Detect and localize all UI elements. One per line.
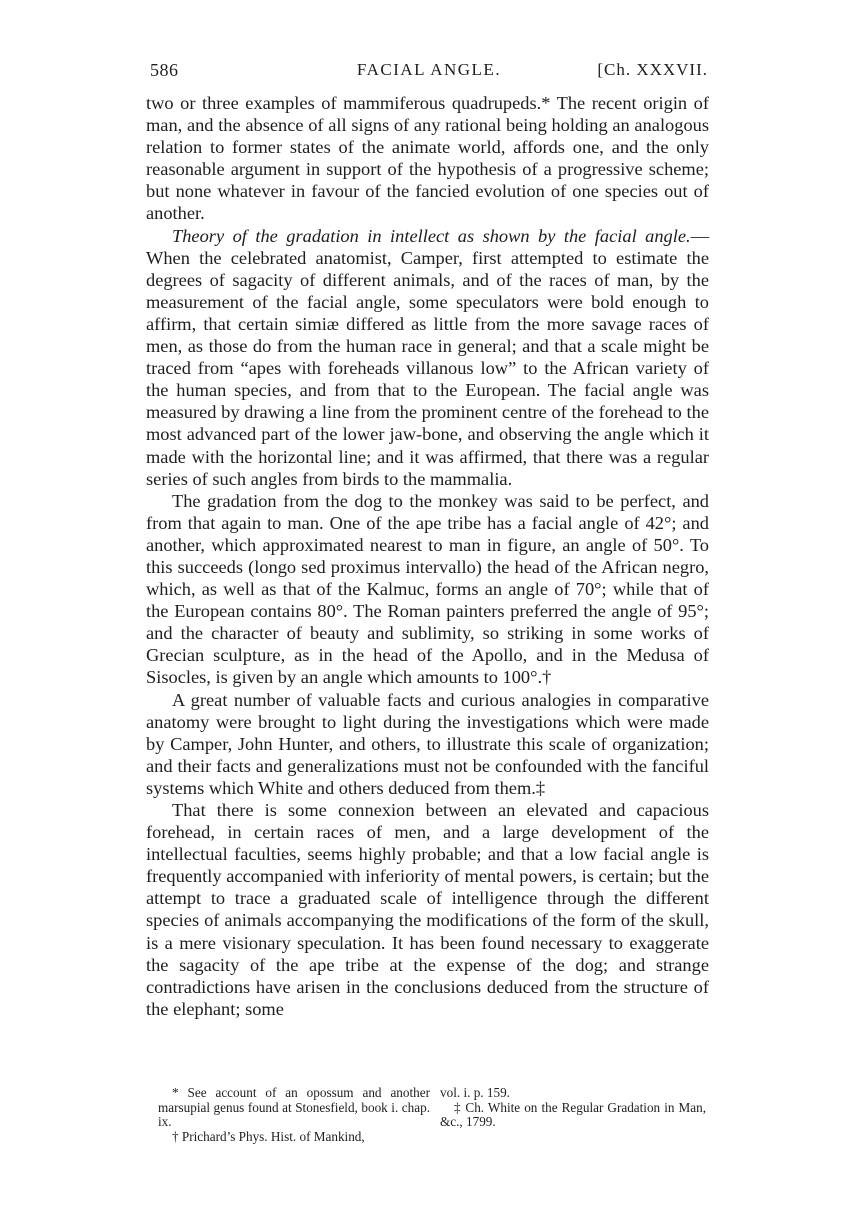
page-number: 586: [150, 60, 179, 80]
body-text: [146, 92, 709, 1020]
footnote-3: ‡ Ch. White on the Regular Gradation in Man, &c., 1799.: [440, 1099, 706, 1130]
footnotes-left-column: [158, 1086, 430, 1144]
paragraph-3: The gradation from the dog to the monkey was said to be perfect, and from that again to man. One of the ape tribe has a facial angle of 42°; and another, which approximated nearest to man in figure, an angle of 50°. To this succeeds (longo sed proximus intervallo) the head of the African negro, which, as well as that of the Kalmuc, forms an angle of 70°; while that of the European contains 80°. The Roman painters preferred the angle of 95°; and the character of beauty and sublimity, so striking in some works of Grecian sculpture, as in the head of the Apollo, and in the Medusa of Sisocles, is given by an angle which amounts to 100°.†: [146, 490, 709, 688]
paragraph-1: two or three examples of mammiferous quadrupeds.* The recent origin of man, and the absence of all signs of any rational being holding an analogous relation to former states of the animate world, affords one, and the only reasonable argument in support of the hypothesis of a progressive scheme; but none whatever in favour of the fancied evolution of one species out of another.: [146, 93, 709, 224]
paragraph-2: [146, 225, 709, 490]
running-title: FACIAL ANGLE.: [356, 60, 502, 79]
running-header: [150, 60, 708, 86]
paragraph-5: That there is some connexion between an elevated and capacious forehead, in certain races of men, and a large development of the intellectual faculties, seems highly probable; and that a low facial angle is frequently accompanied with inferiority of mental powers, is certain; but the attempt to trace a graduated scale of intelligence through the different species of animals accompanying the modifications of the form of the skull, is a mere visionary speculation. It has been found necessary to exaggerate the sagacity of the ape tribe at the expense of the dog; and strange contradictions have arisen in the conclusions deduced from the structure of the elephant; some: [146, 800, 709, 1019]
footnotes-right-column: [440, 1086, 706, 1130]
paragraph-2-text: —When the celebrated anatomist, Camper, first attempted to estimate the degrees of sagacity of different animals, and of the races of man, by the measurement of the facial angle, some speculators were bold enough to affirm, that certain simiæ differed as little from the more savage races of men, as those do from the human race in general; and that a scale might be traced from “apes with foreheads villanous low” to the African variety of the human species, and from that to the European. The facial angle was measured by drawing a line from the prominent centre of the forehead to the most advanced part of the lower jaw-bone, and observing the angle which it made with the horizontal line; and it was affirmed, that there was a regular series of such angles from birds to the mammalia.: [146, 225, 709, 489]
chapter-label: [Ch. XXXVII.: [597, 60, 708, 79]
footnote-2: † Prichard’s Phys. Hist. of Mankind,: [172, 1128, 365, 1144]
paragraph-4: A great number of valuable facts and curious analogies in comparative anatomy were brought to light during the investigations which were made by Camper, John Hunter, and others, to illustrate this scale of organization; and their facts and generalizations must not be confounded with the fanciful systems which White and others deduced from them.‡: [146, 689, 709, 798]
section-heading: Theory of the gradation in intellect as shown by the facial angle.: [172, 225, 691, 246]
footnote-1: * See account of an opossum and another marsupial genus found at Stonesfield, book i. chap. ix.: [158, 1085, 430, 1130]
footnote-2-continued: vol. i. p. 159.: [440, 1085, 510, 1100]
